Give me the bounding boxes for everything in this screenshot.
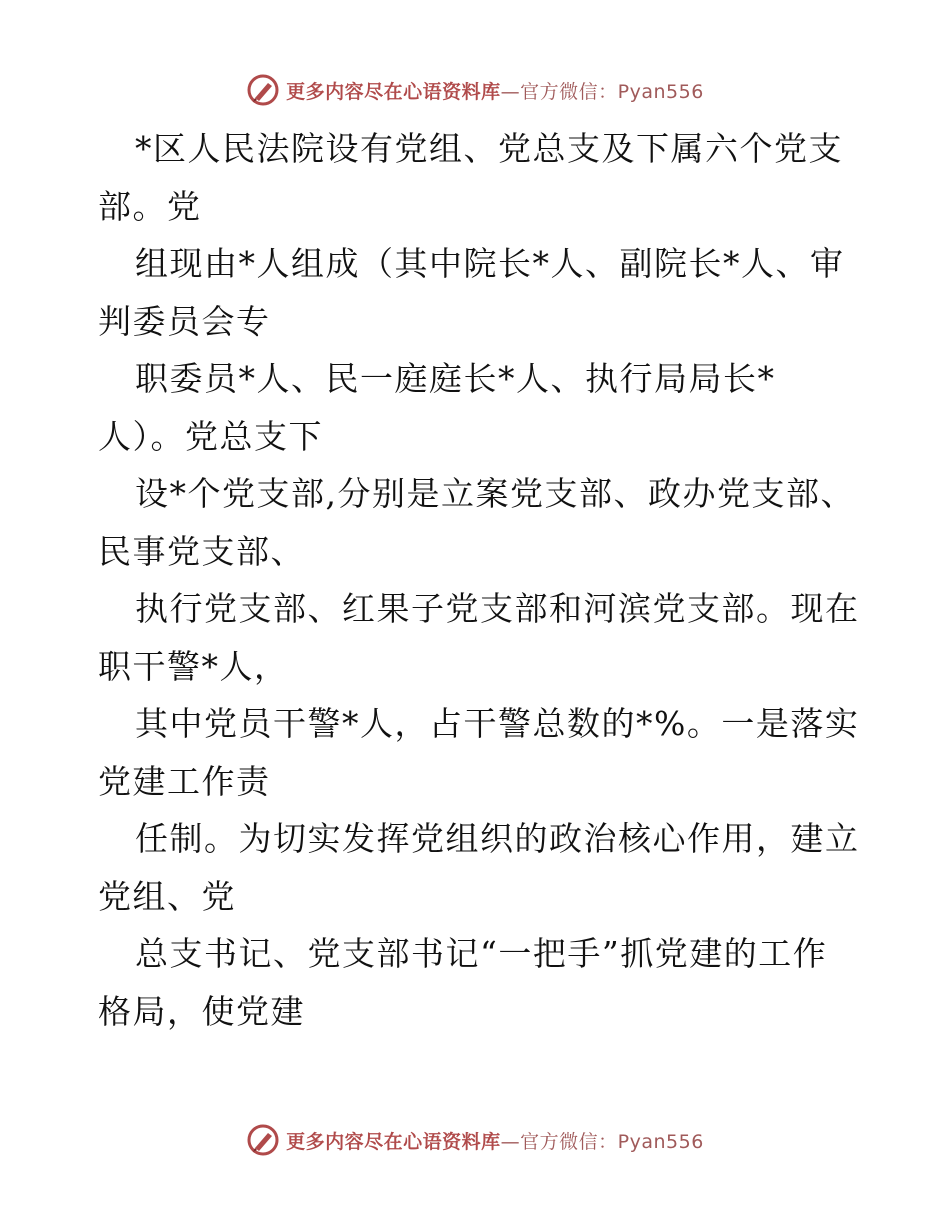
header-banner (0, 70, 950, 110)
text-line: 部。党 (98, 186, 202, 226)
text-line: 总支书记、党支部书记“一把手”抓党建的工作 (135, 934, 828, 973)
text-line: *区人民法院设有党组、党总支及下属六个党支 (135, 129, 843, 168)
document-body (98, 120, 858, 1040)
text-line: 党建工作责 (98, 761, 271, 801)
banner-text (286, 77, 704, 104)
pen-seal-icon (246, 73, 280, 107)
pen-seal-icon (246, 1123, 280, 1157)
text-line: 设*个党支部,分别是立案党支部、政办党支部、 (135, 474, 855, 513)
banner-text (286, 1127, 704, 1154)
banner-title: 更多内容尽在心语资料库 (286, 1130, 501, 1153)
footer-banner (0, 1120, 950, 1160)
text-line: 其中党员干警*人，占干警总数的*%。一是落实 (135, 704, 860, 743)
text-line: 职委员*人、民一庭庭长*人、执行局局长* (135, 359, 776, 398)
text-line: 组现由*人组成（其中院长*人、副院长*人、审 (135, 244, 845, 283)
text-line: 任制。为切实发挥党组织的政治核心作用，建立 (135, 819, 860, 858)
text-line: 党组、党 (98, 876, 236, 916)
text-line: 格局，使党建 (98, 991, 305, 1031)
text-line: 民事党支部、 (98, 531, 305, 571)
text-line: 执行党支部、红果子党支部和河滨党支部。现在 (135, 589, 860, 628)
banner-wechat: —官方微信：Pyan556 (500, 1130, 704, 1153)
banner-wechat: —官方微信：Pyan556 (500, 80, 704, 103)
text-line: 判委员会专 (98, 301, 271, 341)
text-line: 职干警*人， (98, 646, 289, 686)
banner-title: 更多内容尽在心语资料库 (286, 80, 501, 103)
text-line: 人）。党总支下 (98, 416, 323, 456)
